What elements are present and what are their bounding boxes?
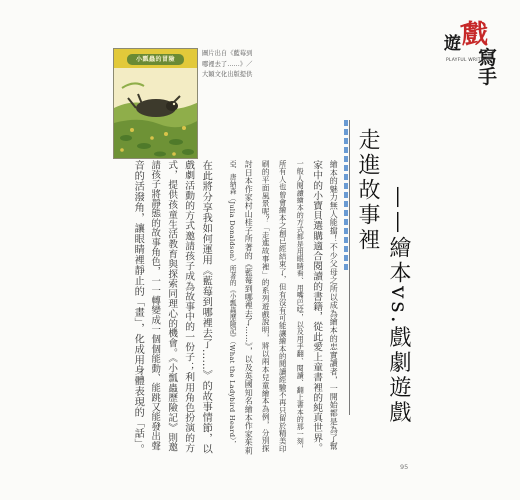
body-column: 戲劇活動的方式邀請孩子成為故事中的一份子；利用角色扮演的方 [183,160,195,453]
body-column: 刷的平面風景呢？「走進故事裡」的系列遊戲說明，將以兩本兒童繪本為例，分別探 [261,160,271,453]
caption-line: 哪裡去了……》／ [202,60,253,68]
body-column: 繪本的魅力無人能擋！不少父母之所以成為繪本的忠實讀者，一開始都是為了幫 [329,160,339,451]
title-divider-line [349,120,350,415]
body-column: 所有人也曾會繪本之創已經結束了，但有沒有可能讓繪本的閱讀經驗不再只留於精美印 [278,160,288,453]
logo-char-2: 戲 [462,20,489,50]
logo-char-1: 遊 [444,34,461,54]
article-title: 走進故事裡 [355,128,380,253]
logo-char-3: 寫手 [478,47,498,88]
title-accent-rule [344,120,348,270]
body-column: 亞．唐納森（Julia Donaldson）所著的《小瓢蟲歷險記》（What the Ladybird Heard）， [228,160,237,448]
page-number: 95 [400,463,409,471]
book-cover-image [113,48,198,159]
body-column: 式，提供孩童生活教育與探索同理心的機會。《小瓢蟲歷險記》則邀 [166,160,178,453]
image-caption [202,49,292,81]
body-column: 家中的小寶貝選購適合閱讀的書籍，從此愛上童書裡的純真世界。 [311,160,323,453]
body-column: 討日本作家村山桂子所著的《藍莓到哪裡去了……》，以及英國知名繪本作家茱莉 [244,160,254,455]
cover-title: 小瓢蟲的冒險 [127,54,184,65]
body-column: 一般人閱讀繪本的方式都是用眼睛看、用嘴巴唸，以及用手翻、閱讀、翻上書本的那一刻， [296,160,305,452]
body-column: 請孩子將靜態的故事角色，一一轉變成一個個能動、能跳又能發出聲 [149,160,161,451]
body-column: 音的活潑角，讓眼睛裡靜止的「畫」，化成用身體表現的「話」。 [132,160,144,455]
caption-line: 大穎文化出版提供 [202,71,253,78]
column-logo [444,18,506,88]
body-column: 在此將分享我如何運用《藍莓到哪裡去了……》的故事情節，以 [200,160,212,454]
cover-illustration [114,68,198,159]
caption-line: 圖片出自《藍莓到 [202,50,253,57]
logo-subtitle: PLAYFUL WRITING [446,58,490,63]
article-subtitle: ——繪本vs.戲劇遊戲 [386,186,411,426]
